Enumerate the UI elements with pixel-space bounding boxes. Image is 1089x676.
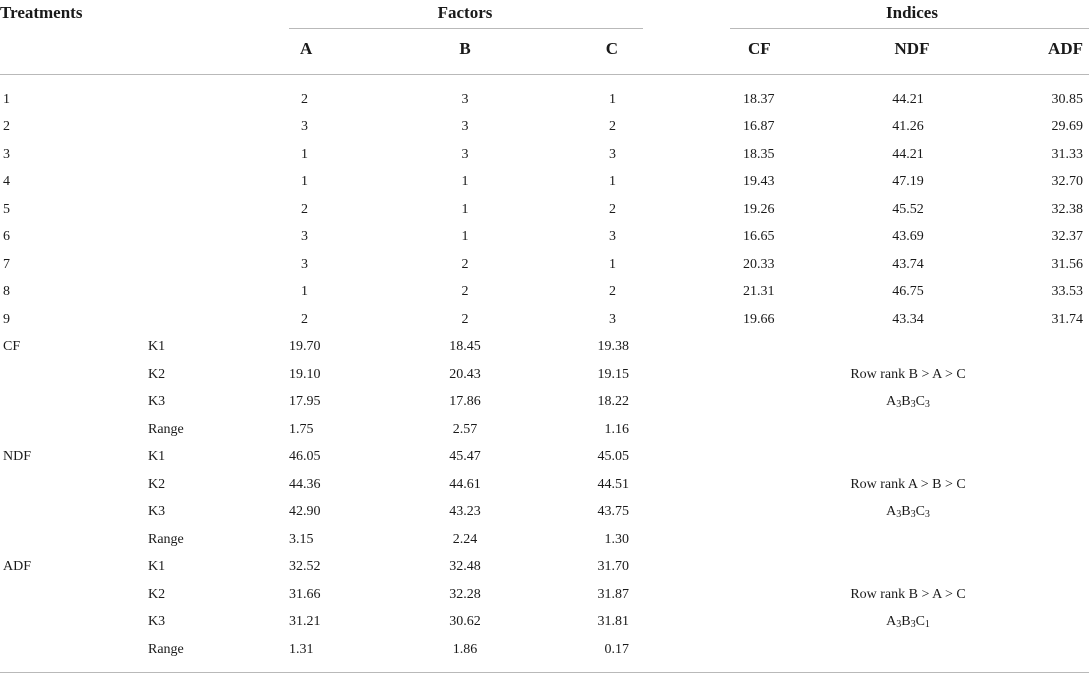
indices-header: Indices <box>886 3 938 22</box>
adf-value: 31.56 <box>1051 257 1083 272</box>
stat-label: Range <box>148 422 184 437</box>
factor-c-value: 31.87 <box>597 587 629 602</box>
index-ndf-header: NDF <box>894 39 930 58</box>
factor-a-value: 3 <box>301 257 308 272</box>
treatment-id: 6 <box>3 229 10 244</box>
adf-value: 32.37 <box>1051 229 1083 244</box>
factor-c-value: 1 <box>609 257 616 272</box>
indices-group-rule <box>730 28 1089 29</box>
factor-a-value: 1 <box>301 147 308 162</box>
ndf-value: 44.21 <box>892 92 924 107</box>
treatment-id: 4 <box>3 174 10 189</box>
stat-label: Range <box>148 642 184 657</box>
factor-b-value: 32.48 <box>449 559 481 574</box>
factor-b-value: 2 <box>461 284 469 299</box>
factor-b-value: 2 <box>461 257 469 272</box>
stat-label: K2 <box>148 477 166 492</box>
factors-group-rule <box>289 28 643 29</box>
factor-b-value: 45.47 <box>449 449 481 464</box>
factor-c-value: 1 <box>609 174 616 189</box>
analysis-index-label: CF <box>3 339 21 354</box>
factor-a-value: 1 <box>301 284 308 299</box>
factor-b-value: 1 <box>461 202 469 217</box>
stat-label: K1 <box>148 339 166 354</box>
factor-c-value: 18.22 <box>597 394 629 409</box>
ndf-value: 41.26 <box>892 119 924 134</box>
adf-value: 31.74 <box>1051 312 1083 327</box>
stat-label: K3 <box>148 394 166 409</box>
adf-value: 33.53 <box>1051 284 1083 299</box>
factor-c-value: 43.75 <box>597 504 629 519</box>
factor-b-value: 1 <box>461 174 469 189</box>
factor-a-value: 19.10 <box>289 367 321 382</box>
factor-c-value: 1 <box>609 92 616 107</box>
factor-b-value: 3 <box>461 92 469 107</box>
factor-c-value: 31.81 <box>597 614 629 629</box>
treatment-id: 8 <box>3 284 10 299</box>
factor-a-value: 1 <box>301 174 308 189</box>
factor-b-value: 18.45 <box>449 339 481 354</box>
factor-a-value: 46.05 <box>289 449 321 464</box>
factor-c-value: 0.17 <box>604 642 629 657</box>
treatment-id: 7 <box>3 257 10 272</box>
optimal-combination: $A_3B_3C_3$ <box>886 394 930 410</box>
factor-a-value: 44.36 <box>289 477 321 492</box>
factor-b-value: 20.43 <box>449 367 481 382</box>
factor-a-value: 32.52 <box>289 559 321 574</box>
ndf-value: 45.52 <box>892 202 924 217</box>
row-rank: Row rank B > A > C <box>850 587 966 602</box>
treatment-id: 2 <box>3 119 10 134</box>
factor-a-value: 2 <box>301 92 308 107</box>
factor-c-value: 3 <box>609 229 616 244</box>
adf-value: 30.85 <box>1051 92 1083 107</box>
treatment-id: 1 <box>3 92 10 107</box>
stat-label: K1 <box>148 449 166 464</box>
factor-b-value: 44.61 <box>449 477 481 492</box>
factor-c-header: C <box>605 39 618 58</box>
stat-label: K1 <box>148 559 166 574</box>
factor-a-value: 42.90 <box>289 504 321 519</box>
factor-a-value: 3 <box>301 119 308 134</box>
cf-value: 16.87 <box>743 119 775 134</box>
cf-value: 18.37 <box>743 92 775 107</box>
cf-value: 19.26 <box>743 202 775 217</box>
stat-label: Range <box>148 532 184 547</box>
factor-c-value: 19.38 <box>597 339 629 354</box>
optimal-combination: $A_3B_3C_1$ <box>886 614 930 630</box>
factor-b-value: 30.62 <box>449 614 481 629</box>
factor-b-value: 3 <box>461 119 469 134</box>
factor-c-value: 2 <box>609 202 616 217</box>
factor-b-value: 3 <box>461 147 469 162</box>
factor-a-value: 31.66 <box>289 587 321 602</box>
factor-c-value: 2 <box>609 119 616 134</box>
adf-value: 32.70 <box>1051 174 1083 189</box>
factor-c-value: 3 <box>609 312 616 327</box>
factor-c-value: 3 <box>609 147 616 162</box>
factor-a-value: 2 <box>301 312 308 327</box>
adf-value: 29.69 <box>1051 119 1083 134</box>
ndf-value: 44.21 <box>892 147 924 162</box>
adf-value: 32.38 <box>1051 202 1083 217</box>
treatments-header: Treatments <box>0 3 83 22</box>
cf-value: 18.35 <box>743 147 775 162</box>
factor-a-value: 31.21 <box>289 614 321 629</box>
factor-a-value: 1.75 <box>289 422 314 437</box>
optimal-combination: $A_3B_3C_3$ <box>886 504 930 520</box>
cf-value: 19.43 <box>743 174 775 189</box>
factor-a-value: 17.95 <box>289 394 321 409</box>
factor-a-value: 19.70 <box>289 339 321 354</box>
treatment-id: 9 <box>3 312 10 327</box>
factor-b-value: 43.23 <box>449 504 481 519</box>
cf-value: 21.31 <box>743 284 775 299</box>
cf-value: 19.66 <box>743 312 775 327</box>
factor-a-value: 1.31 <box>289 642 314 657</box>
factor-c-value: 31.70 <box>597 559 629 574</box>
cf-value: 16.65 <box>743 229 775 244</box>
header-bottom-rule <box>0 74 1089 75</box>
stat-label: K3 <box>148 614 166 629</box>
treatment-id: 3 <box>3 147 10 162</box>
factor-c-value: 1.16 <box>604 422 629 437</box>
factor-a-header: A <box>300 39 313 58</box>
index-adf-header: ADF <box>1048 39 1083 58</box>
factor-b-value: 2 <box>461 312 469 327</box>
stat-label: K2 <box>148 367 166 382</box>
factor-b-value: 2.57 <box>452 422 478 437</box>
stat-label: K3 <box>148 504 166 519</box>
factor-a-value: 2 <box>301 202 308 217</box>
factor-c-value: 45.05 <box>597 449 629 464</box>
factor-b-header: B <box>459 39 471 58</box>
ndf-value: 43.34 <box>892 312 924 327</box>
stat-label: K2 <box>148 587 166 602</box>
factor-b-value: 17.86 <box>449 394 481 409</box>
index-cf-header: CF <box>748 39 771 58</box>
factor-b-value: 32.28 <box>449 587 481 602</box>
factor-c-value: 19.15 <box>597 367 629 382</box>
table-bottom-rule <box>0 672 1089 673</box>
analysis-index-label: NDF <box>3 449 32 464</box>
adf-value: 31.33 <box>1051 147 1083 162</box>
factor-a-value: 3.15 <box>289 532 314 547</box>
analysis-index-label: ADF <box>3 559 32 574</box>
factor-c-value: 2 <box>609 284 616 299</box>
ndf-value: 43.74 <box>892 257 924 272</box>
factors-header: Factors <box>437 3 493 22</box>
factor-b-value: 1 <box>461 229 469 244</box>
factor-a-value: 3 <box>301 229 308 244</box>
ndf-value: 43.69 <box>892 229 924 244</box>
ndf-value: 46.75 <box>892 284 924 299</box>
factor-c-value: 1.30 <box>604 532 629 547</box>
treatment-id: 5 <box>3 202 10 217</box>
row-rank: Row rank A > B > C <box>850 477 966 492</box>
row-rank: Row rank B > A > C <box>850 367 966 382</box>
cf-value: 20.33 <box>743 257 775 272</box>
factor-c-value: 44.51 <box>597 477 629 492</box>
factor-b-value: 1.86 <box>452 642 478 657</box>
ndf-value: 47.19 <box>892 174 924 189</box>
factor-b-value: 2.24 <box>452 532 478 547</box>
